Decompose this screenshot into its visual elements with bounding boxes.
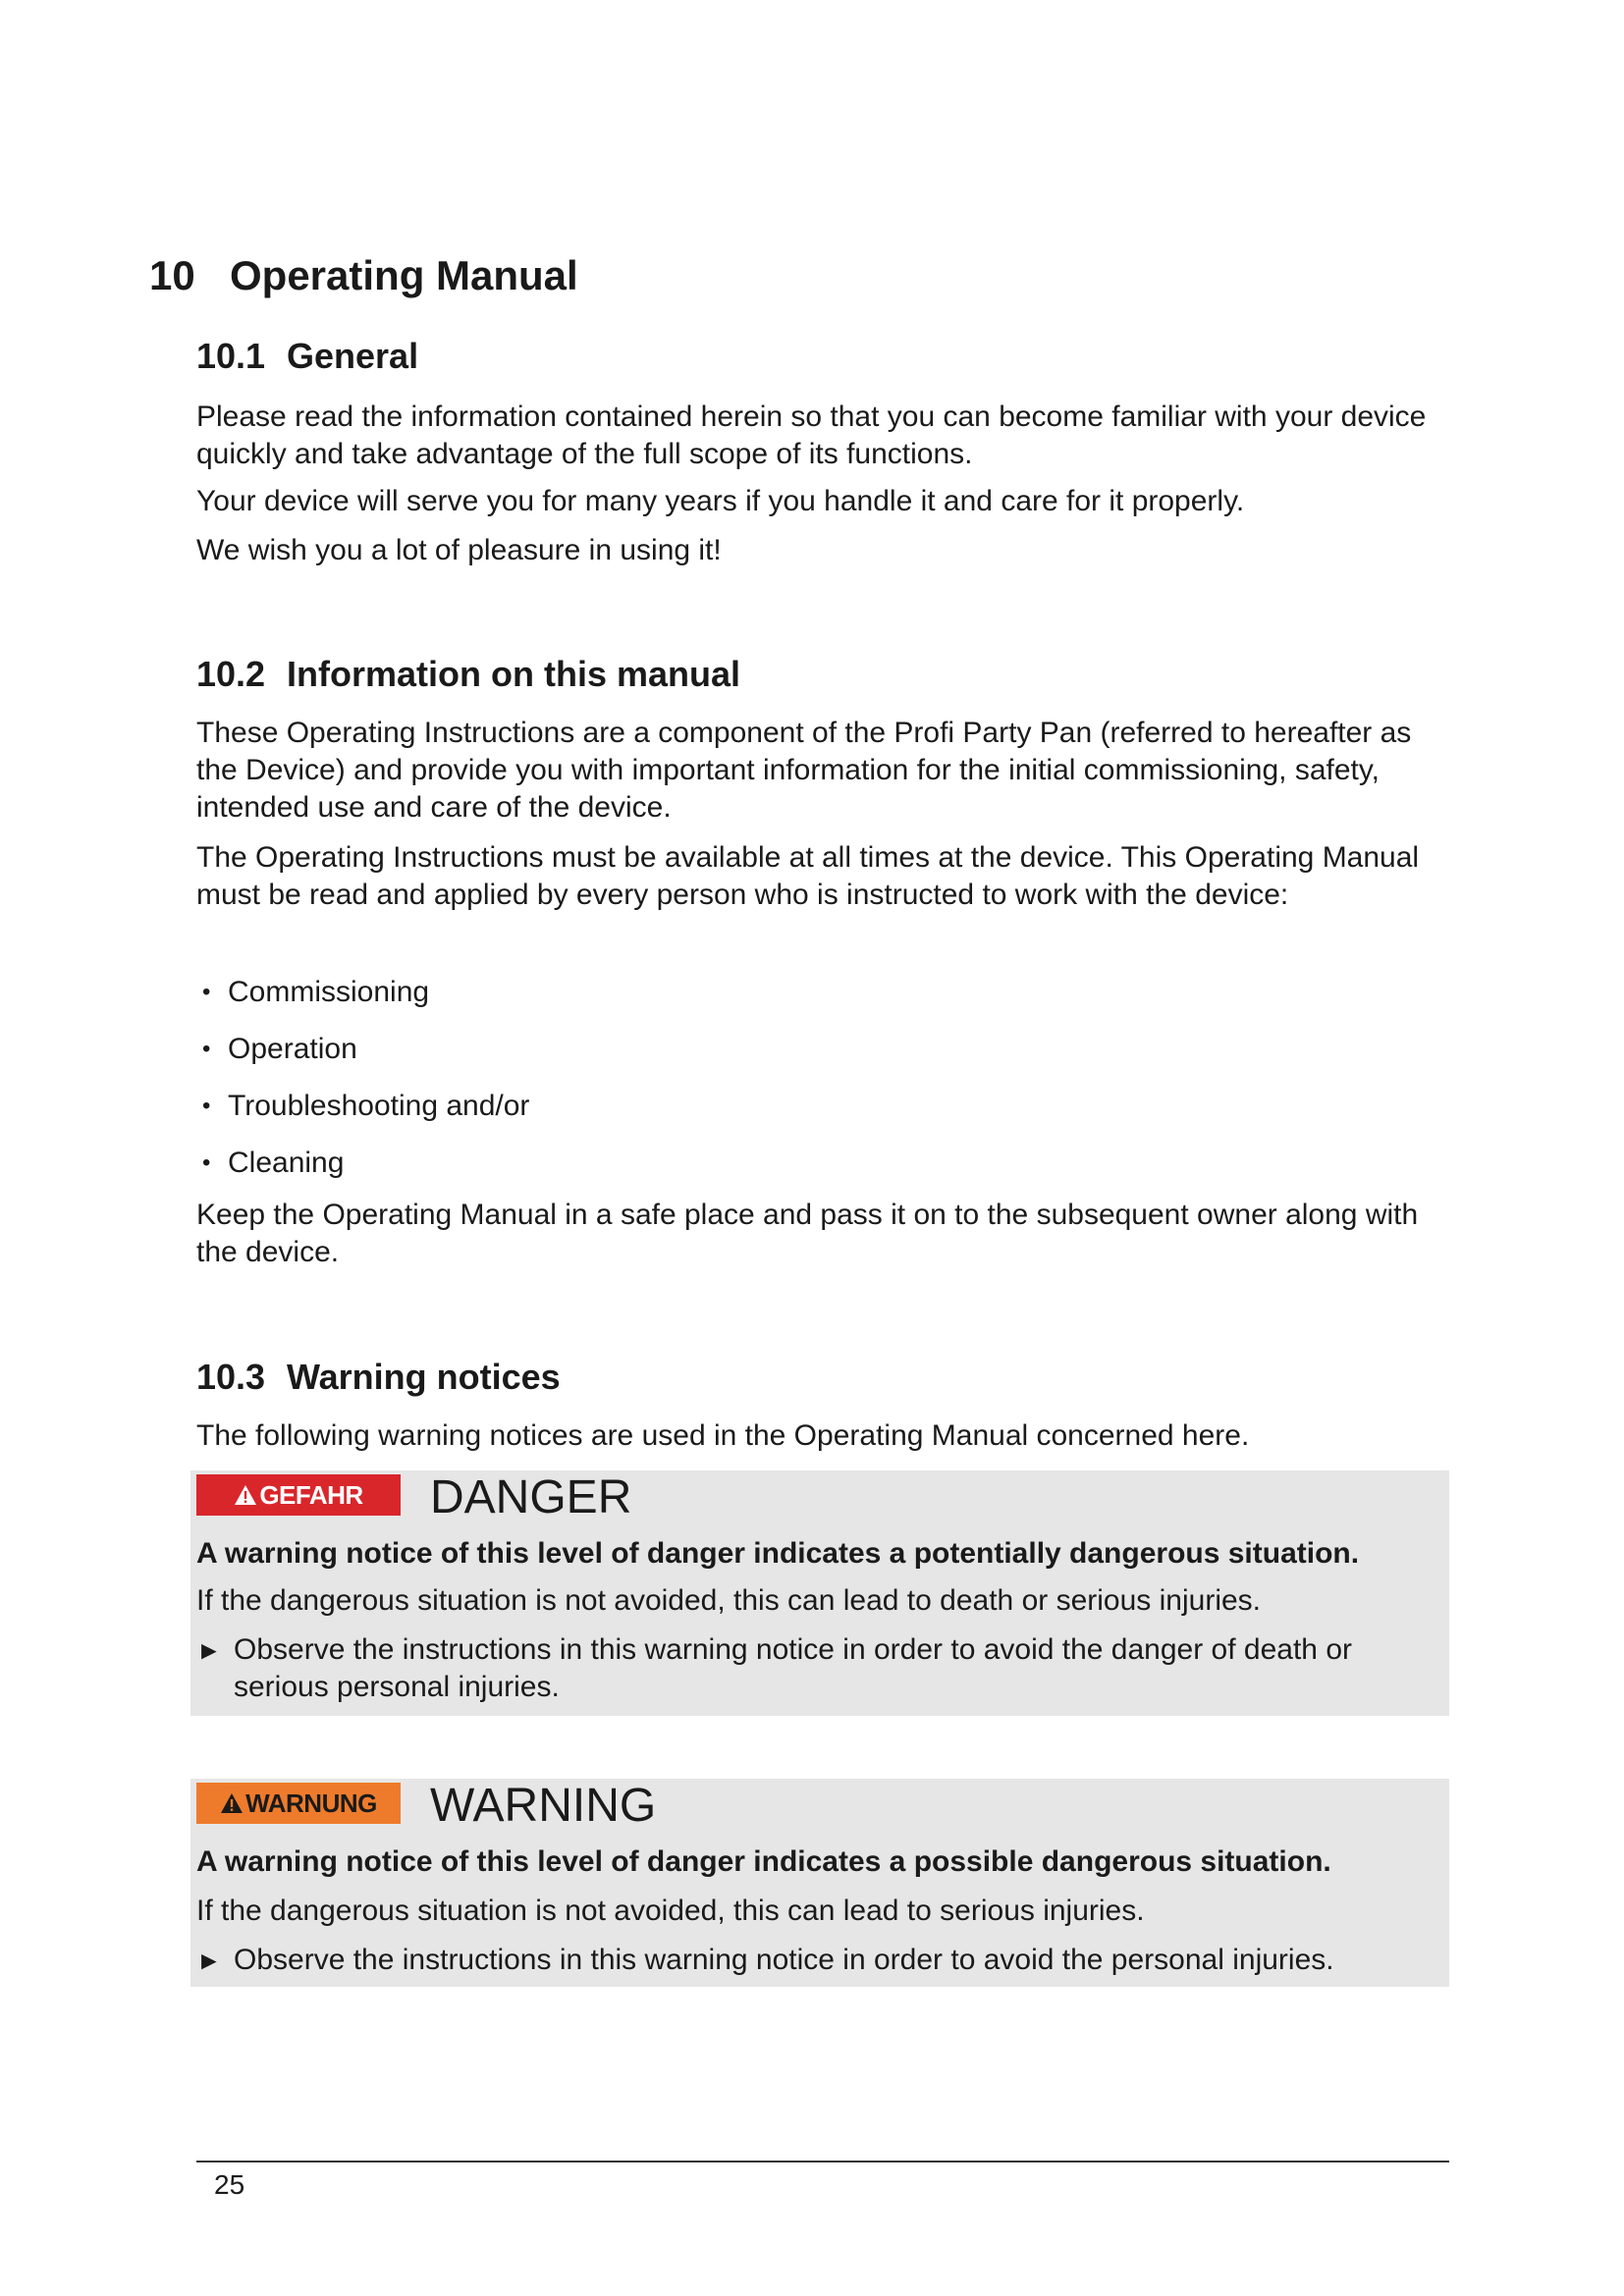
page-number: 25 xyxy=(214,2169,245,2200)
warning-triangle-icon xyxy=(234,1484,257,1506)
paragraph: Please read the information contained herein so that you can become familiar with your device quickly and take advantage of the full scope of its functions. xyxy=(196,400,1427,470)
notice-action: ► Observe the instructions in this warning notice in order to avoid the personal injuries. xyxy=(196,1942,1441,1979)
bullet-icon: • xyxy=(202,1093,211,1119)
section-number: 10.2 xyxy=(196,654,266,694)
bullet-icon: • xyxy=(202,1149,211,1176)
section-number: 10.1 xyxy=(196,336,266,376)
bullet-icon: • xyxy=(202,979,211,1005)
list-item: • Operation xyxy=(202,1031,357,1068)
section-heading-general xyxy=(196,336,418,377)
chapter-title: Operating Manual xyxy=(230,252,578,298)
badge-label: WARNUNG xyxy=(245,1788,377,1818)
warning-notice xyxy=(190,1779,1449,1987)
notice-action: ► Observe the instructions in this warning notice in order to avoid the danger of death or serious personal injuries. xyxy=(196,1633,1352,1703)
warning-triangle-icon xyxy=(220,1792,244,1814)
chapter-heading xyxy=(149,252,578,299)
paragraph: We wish you a lot of pleasure in using it! xyxy=(196,534,722,566)
section-title: General xyxy=(287,336,419,376)
paragraph: Your device will serve you for many years if you handle it and care for it properly. xyxy=(196,485,1245,517)
footer-divider xyxy=(196,2161,1449,2163)
notice-consequence: If the dangerous situation is not avoided, this can lead to serious injuries. xyxy=(196,1895,1145,1927)
notice-consequence: If the dangerous situation is not avoided, this can lead to death or serious injuries. xyxy=(196,1584,1261,1617)
arrow-right-icon: ► xyxy=(196,1635,222,1665)
section-heading-information xyxy=(196,654,740,695)
section-number: 10.3 xyxy=(196,1357,266,1397)
list-item: • Commissioning xyxy=(202,974,429,1011)
paragraph: The Operating Instructions must be available at all times at the device. This Operating Manual must be read and applied by every person who is instructed to work with the device: xyxy=(196,841,1420,911)
warnung-badge xyxy=(196,1783,401,1824)
list-item: • Troubleshooting and/or xyxy=(202,1088,529,1125)
chapter-number: 10 xyxy=(149,252,195,298)
gefahr-badge xyxy=(196,1474,401,1516)
badge-label: GEFAHR xyxy=(259,1479,363,1510)
danger-notice xyxy=(190,1470,1449,1716)
section-heading-warning-notices xyxy=(196,1357,561,1398)
paragraph: Keep the Operating Manual in a safe place and pass it on to the subsequent owner along with the device. xyxy=(196,1199,1419,1268)
section-title: Information on this manual xyxy=(287,654,741,694)
bullet-icon: • xyxy=(202,1036,211,1062)
notice-title: DANGER xyxy=(430,1471,632,1523)
notice-summary: A warning notice of this level of danger indicates a potentially dangerous situation. xyxy=(196,1537,1360,1570)
notice-title: WARNING xyxy=(430,1780,657,1832)
paragraph: These Operating Instructions are a component of the Profi Party Pan (referred to hereafter as the Device) and provide you with important information for the initial commissioning, safety, intended use and care of the device. xyxy=(196,717,1412,824)
arrow-right-icon: ► xyxy=(196,1946,222,1975)
section-title: Warning notices xyxy=(287,1357,561,1397)
notice-summary: A warning notice of this level of danger indicates a possible dangerous situation. xyxy=(196,1845,1331,1878)
list-item: • Cleaning xyxy=(202,1145,344,1182)
paragraph: The following warning notices are used in the Operating Manual concerned here. xyxy=(196,1419,1250,1452)
